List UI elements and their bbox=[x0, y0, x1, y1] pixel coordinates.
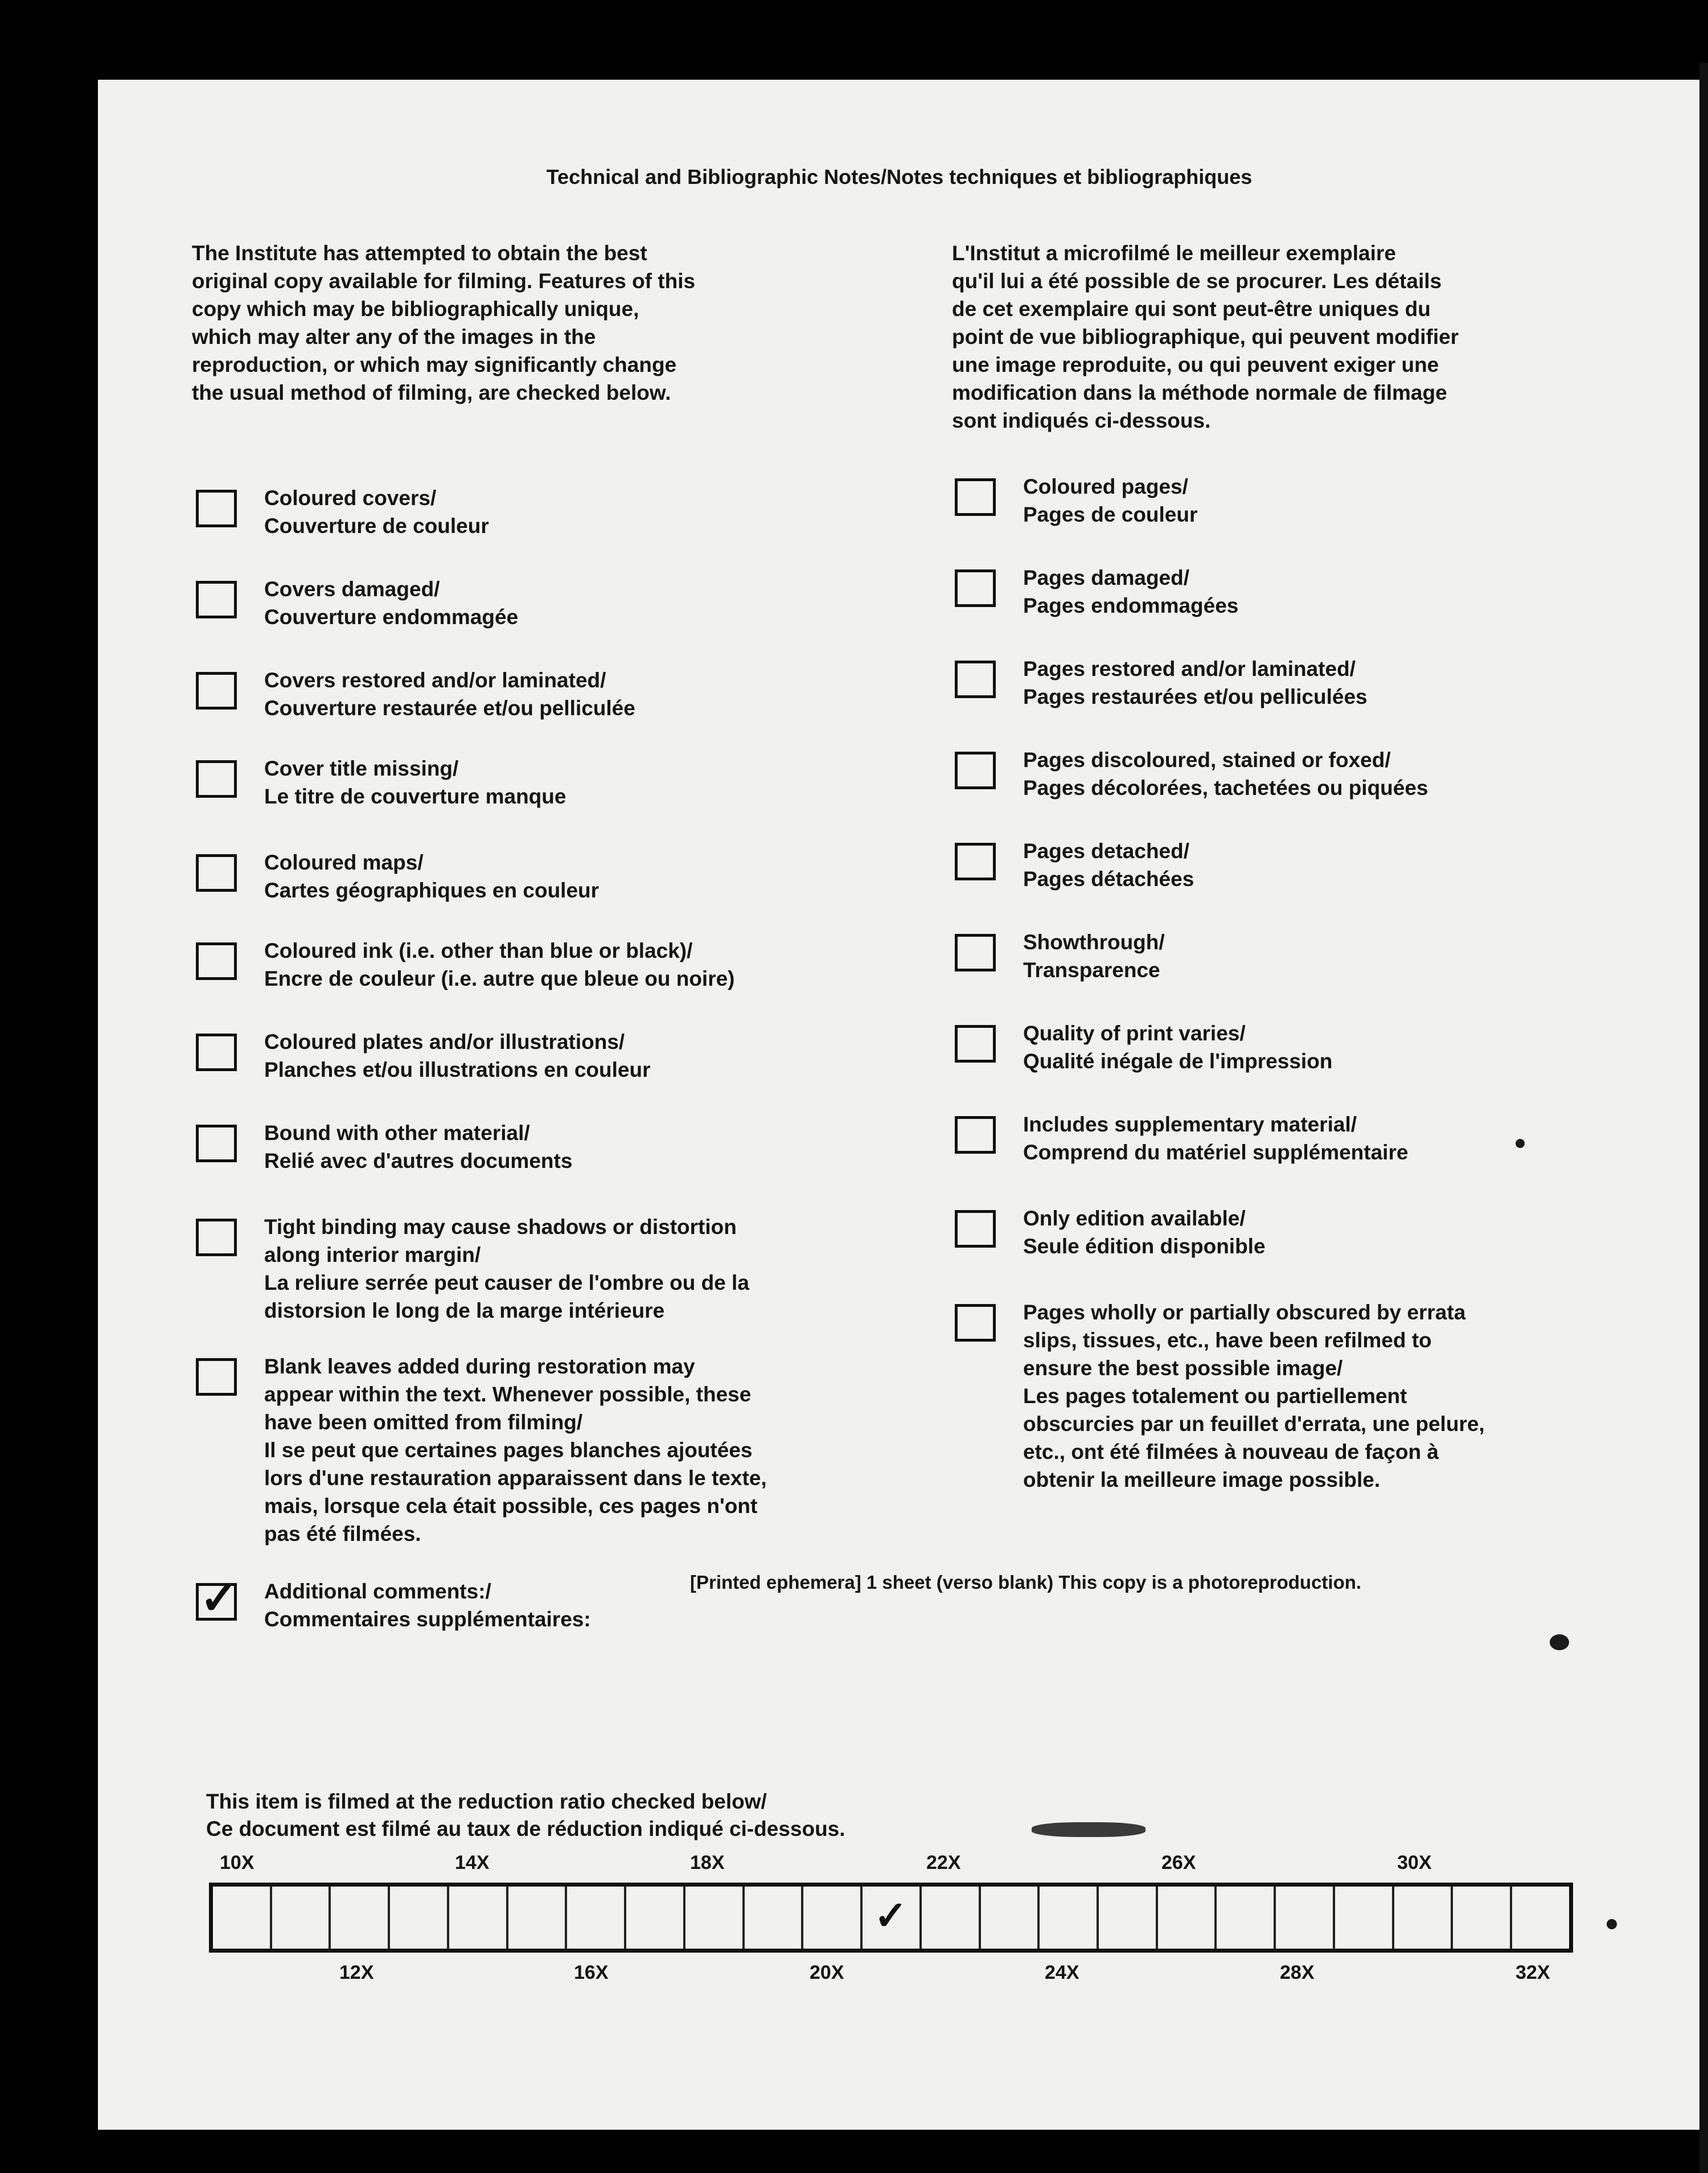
ink-speck bbox=[1516, 1139, 1525, 1148]
ink-speck bbox=[1550, 1634, 1569, 1650]
checkbox-label: Cover title missing/ Le titre de couverture manque bbox=[264, 757, 566, 808]
ratio-cell[interactable] bbox=[1335, 1887, 1394, 1949]
checkbox[interactable] bbox=[196, 854, 237, 892]
intro-english: The Institute has attempted to obtain the best original copy available for filming. Features of this copy which may be bibliographically unique, which may alter any of the images in the reproduction, or which may significantly change the usual method of filming, are checked below. bbox=[192, 241, 696, 404]
ratio-cell[interactable] bbox=[331, 1887, 390, 1949]
ratio-cell[interactable] bbox=[1512, 1887, 1569, 1949]
ratio-cell[interactable] bbox=[981, 1887, 1040, 1949]
checkbox[interactable] bbox=[955, 934, 996, 971]
checkbox-label: Tight binding may cause shadows or distortion along interior margin/ La reliure serrée peut causer de l'ombre ou de la distorsion le long de la marge intérieure bbox=[264, 1215, 749, 1322]
ratio-cell[interactable] bbox=[745, 1887, 804, 1949]
check-mark-icon: ✓ bbox=[200, 1573, 239, 1623]
ratio-cell[interactable] bbox=[449, 1887, 508, 1949]
reduction-ratio-caption: This item is filmed at the reduction ratio checked below/ Ce document est filmé au taux de réduction indiqué ci-dessous. bbox=[206, 1790, 845, 1840]
checkbox[interactable] bbox=[196, 1573, 239, 1623]
ratio-cell[interactable] bbox=[272, 1887, 331, 1949]
checkbox[interactable] bbox=[955, 478, 996, 516]
checkbox-label: Bound with other material/ Relié avec d'autres documents bbox=[264, 1121, 573, 1172]
ratio-cell[interactable] bbox=[1276, 1887, 1335, 1949]
additional-comment-text: [Printed ephemera] 1 sheet (verso blank) This copy is a photoreproduction. bbox=[690, 1572, 1362, 1593]
checkbox-label: Additional comments:/ Commentaires supplémentaires: bbox=[264, 1580, 591, 1631]
checkbox[interactable] bbox=[955, 1304, 996, 1342]
checkbox-label: Quality of print varies/ Qualité inégale de l'impression bbox=[1023, 1022, 1333, 1073]
checkbox-label: Covers restored and/or laminated/ Couverture restaurée et/ou pelliculée bbox=[264, 669, 635, 720]
ratio-label-bottom: 28X bbox=[1280, 1962, 1315, 1983]
checkbox[interactable] bbox=[955, 661, 996, 698]
ratio-label-bottom: 12X bbox=[339, 1962, 374, 1983]
ratio-label-bottom: 24X bbox=[1045, 1962, 1079, 1983]
checkbox[interactable] bbox=[196, 942, 237, 980]
ratio-label-bottom: 32X bbox=[1516, 1962, 1550, 1983]
ratio-cell[interactable] bbox=[390, 1887, 449, 1949]
ratio-cell[interactable] bbox=[863, 1887, 922, 1949]
checkbox[interactable] bbox=[196, 1034, 237, 1071]
ratio-label-top: 22X bbox=[926, 1852, 961, 1873]
ink-smudge bbox=[1032, 1822, 1145, 1837]
checkbox-label: Pages wholly or partially obscured by errata slips, tissues, etc., have been refilmed to ensure the best possible image/ Les pages totalement ou partiellement obscurcies par un feuillet d'errata, une pelure, etc., ont été filmées à nouveau de façon à obtenir la meilleure image possible. bbox=[1023, 1301, 1485, 1491]
ink-speck bbox=[1607, 1919, 1617, 1929]
checkbox-label: Blank leaves added during restoration may appear within the text. Whenever possible, these have been omitted from filming/ Il se peut que certaines pages blanches ajoutées lors d'une restauration apparaissent dans le texte, mais, lorsque cela était possible, ces pages n'ont pas été filmées. bbox=[264, 1355, 767, 1545]
checkbox-label: Includes supplementary material/ Comprend du matériel supplémentaire bbox=[1023, 1113, 1409, 1164]
film-edge bbox=[1699, 63, 1708, 2173]
checkbox-label: Coloured covers/ Couverture de couleur bbox=[264, 486, 489, 538]
page-title: Technical and Bibliographic Notes/Notes techniques et bibliographiques bbox=[546, 165, 1253, 188]
checkbox[interactable] bbox=[196, 581, 237, 618]
ratio-cell[interactable] bbox=[213, 1887, 272, 1949]
checkbox[interactable] bbox=[196, 1219, 237, 1256]
checkbox[interactable] bbox=[196, 1125, 237, 1162]
checkbox-label: Showthrough/ Transparence bbox=[1023, 930, 1165, 982]
ratio-label-top: 30X bbox=[1397, 1852, 1432, 1873]
checkbox-label: Coloured plates and/or illustrations/ Planches et/ou illustrations en couleur bbox=[264, 1030, 651, 1081]
ratio-cell[interactable] bbox=[685, 1887, 745, 1949]
ratio-label-top: 10X bbox=[220, 1852, 254, 1873]
ratio-cell[interactable] bbox=[1040, 1887, 1099, 1949]
checkbox[interactable] bbox=[955, 752, 996, 789]
ratio-cell[interactable] bbox=[803, 1887, 863, 1949]
ratio-cell[interactable] bbox=[1217, 1887, 1276, 1949]
checkbox[interactable] bbox=[955, 1210, 996, 1248]
checkbox-label: Coloured pages/ Pages de couleur bbox=[1023, 475, 1198, 526]
ratio-cell[interactable] bbox=[508, 1887, 568, 1949]
checkbox-label: Coloured ink (i.e. other than blue or black)/ Encre de couleur (i.e. autre que bleue ou noire) bbox=[264, 939, 735, 990]
ratio-label-top: 14X bbox=[455, 1852, 490, 1873]
ratio-cell[interactable] bbox=[1453, 1887, 1512, 1949]
ratio-cell[interactable] bbox=[1394, 1887, 1454, 1949]
notes-page bbox=[98, 80, 1701, 2130]
checkbox-label: Pages detached/ Pages détachées bbox=[1023, 839, 1194, 891]
ratio-label-top: 18X bbox=[690, 1852, 725, 1873]
checkbox[interactable] bbox=[955, 843, 996, 880]
ratio-cell[interactable] bbox=[1158, 1887, 1217, 1949]
checkbox[interactable] bbox=[196, 1358, 237, 1396]
checkbox[interactable] bbox=[955, 1025, 996, 1063]
checkbox-label: Only edition available/ Seule édition disponible bbox=[1023, 1207, 1266, 1258]
checkbox-label: Pages restored and/or laminated/ Pages restaurées et/ou pelliculées bbox=[1023, 657, 1368, 708]
checkbox-label: Pages discoloured, stained or foxed/ Pages décolorées, tachetées ou piquées bbox=[1023, 748, 1428, 800]
checkbox-label: Coloured maps/ Cartes géographiques en couleur bbox=[264, 851, 600, 902]
reduction-ratio-grid bbox=[209, 1883, 1573, 1953]
ratio-cell[interactable] bbox=[1099, 1887, 1158, 1949]
ratio-label-top: 26X bbox=[1161, 1852, 1196, 1873]
checkbox-label: Pages damaged/ Pages endommagées bbox=[1023, 566, 1239, 617]
check-mark-icon: ✓ bbox=[874, 1893, 908, 1938]
ratio-cell[interactable] bbox=[626, 1887, 685, 1949]
checkbox[interactable] bbox=[955, 569, 996, 607]
checkbox[interactable] bbox=[955, 1116, 996, 1154]
ratio-label-bottom: 16X bbox=[574, 1962, 609, 1983]
checkbox-label: Covers damaged/ Couverture endommagée bbox=[264, 577, 519, 629]
ratio-cell[interactable] bbox=[922, 1887, 981, 1949]
ratio-label-bottom: 20X bbox=[810, 1962, 844, 1983]
ratio-cell[interactable] bbox=[567, 1887, 626, 1949]
checkbox[interactable] bbox=[196, 490, 237, 527]
intro-french: L'Institut a microfilmé le meilleur exemplaire qu'il lui a été possible de se procurer. Les détails de cet exemplaire qui sont peut-être uniques du point de vue bibliographique, qui peuvent modifier une image reproduite, ou qui peuvent exiger une modification dans la méthode normale de filmage sont indiqués ci-dessous. bbox=[952, 241, 1459, 432]
checkbox[interactable] bbox=[196, 760, 237, 798]
checkbox[interactable] bbox=[196, 672, 237, 710]
